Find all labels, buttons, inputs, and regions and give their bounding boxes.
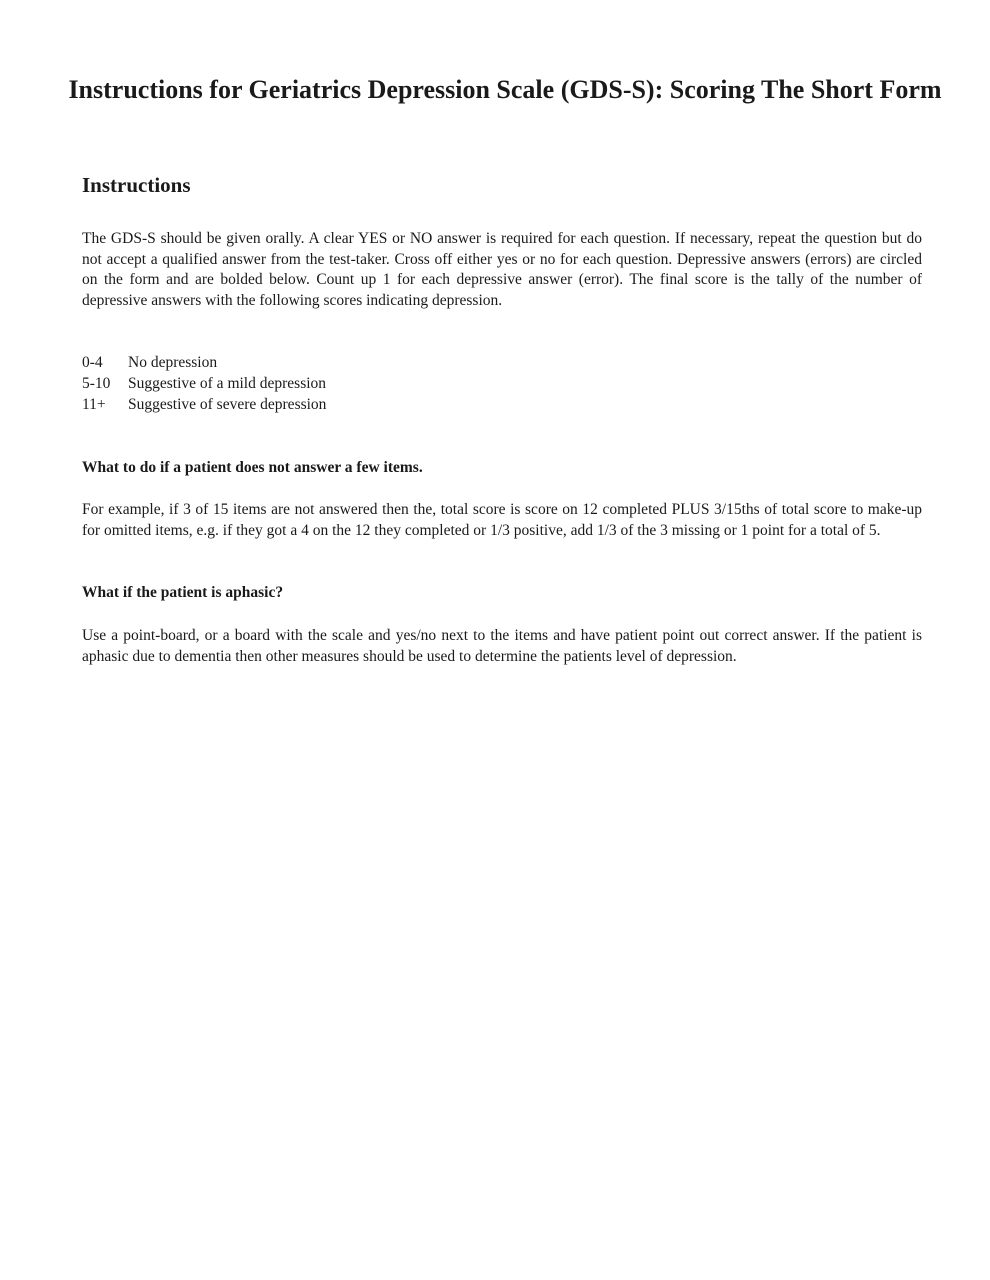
score-range: 0-4 <box>82 354 103 371</box>
score-row <box>82 394 326 415</box>
instructions-heading: Instructions <box>82 173 191 197</box>
score-row <box>82 373 326 394</box>
score-list <box>82 352 326 415</box>
score-range: 11+ <box>82 396 106 413</box>
instructions-paragraph: The GDS-S should be given orally. A clear YES or NO answer is required for each question. If necessary, repeat the question but do not accept a qualified answer from the test-taker. Cross off either yes or no for each question. Depressive answers (errors) are circled on the form and are bolded below. Count up 1 for each depressive answer (error). The final score is the tally of the number of depressive answers with the following scores indicating depression. <box>82 230 922 309</box>
page-title: Instructions for Geriatrics Depression Scale (GDS-S): Scoring The Short Form <box>68 75 942 104</box>
score-meaning: Suggestive of a mild depression <box>128 375 327 392</box>
score-meaning: Suggestive of severe depression <box>128 396 327 413</box>
aphasic-heading: What if the patient is aphasic? <box>82 584 284 601</box>
score-row <box>82 352 326 373</box>
score-range: 5-10 <box>82 375 111 392</box>
score-meaning: No depression <box>128 354 218 371</box>
missing-items-heading: What to do if a patient does not answer a few items. <box>82 459 423 476</box>
aphasic-paragraph: Use a point-board, or a board with the scale and yes/no next to the items and have patient point out correct answer. If the patient is aphasic due to dementia then other measures should be used to determine the patients level of depression. <box>82 627 922 665</box>
missing-items-paragraph: For example, if 3 of 15 items are not answered then the, total score is score on 12 completed PLUS 3/15ths of total score to make-up for omitted items, e.g. if they got a 4 on the 12 they completed or 1/3 positive, add 1/3 of the 3 missing or 1 point for a total of 5. <box>82 501 922 539</box>
